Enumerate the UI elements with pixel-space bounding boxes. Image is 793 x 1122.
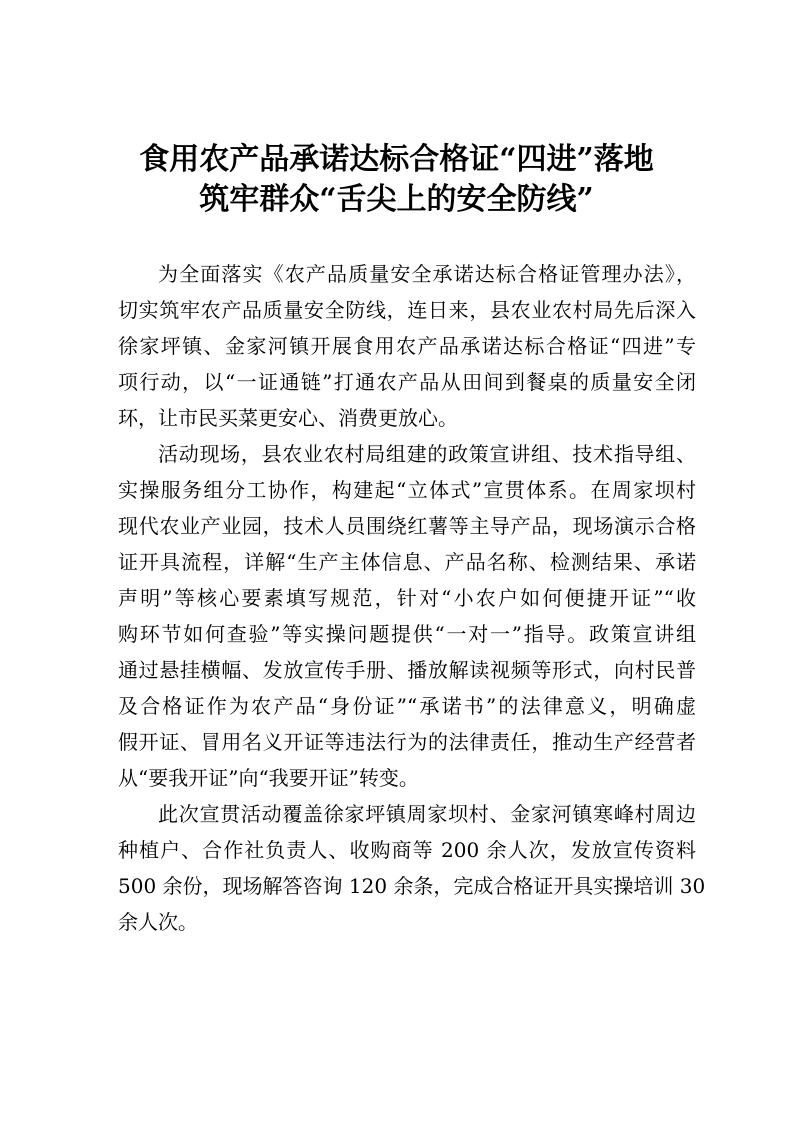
paragraph-line: 为全面落实《农产品质量安全承诺达标合格证管理办法》， <box>158 262 696 286</box>
paragraph-line: 实操服务组分工协作，构建起“立体式”宣贯体系。在周家坝村 <box>118 478 696 502</box>
paragraph-line: 活动现场，县农业农村局组建的政策宣讲组、技术指导组、 <box>158 442 696 466</box>
document-title <box>0 140 793 220</box>
paragraph-line: 通过悬挂横幅、发放宣传手册、播放解读视频等形式，向村民普 <box>118 658 696 682</box>
paragraph-line: 种植户、合作社负责人、收购商等 200 余人次，发放宣传资料 <box>118 838 696 862</box>
paragraph-line: 项行动，以“一证通链”打通农产品从田间到餐桌的质量安全闭 <box>118 370 696 394</box>
paragraph-line: 证开具流程，详解“生产主体信息、产品名称、检测结果、承诺 <box>118 550 696 574</box>
title-line-2: 筑牢群众“舌尖上的安全防线” <box>199 182 594 217</box>
paragraph-1 <box>118 256 696 436</box>
paragraph-line: 余人次。 <box>118 910 198 934</box>
paragraph-line: 及合格证作为农产品“身份证”“承诺书”的法律意义，明确虚 <box>118 694 696 718</box>
paragraph-line: 此次宣贯活动覆盖徐家坪镇周家坝村、金家河镇寒峰村周边 <box>158 802 696 826</box>
paragraph-2 <box>118 436 696 796</box>
paragraph-line: 假开证、冒用名义开证等违法行为的法律责任，推动生产经营者 <box>118 730 696 754</box>
paragraph-line: 购环节如何查验”等实操问题提供“一对一”指导。政策宣讲组 <box>118 622 696 646</box>
title-line-1: 食用农产品承诺达标合格证“四进”落地 <box>139 142 654 177</box>
paragraph-line: 徐家坪镇、金家河镇开展食用农产品承诺达标合格证“四进”专 <box>118 334 696 358</box>
paragraph-line: 切实筑牢农产品质量安全防线，连日来，县农业农村局先后深入 <box>118 298 696 322</box>
paragraph-line: 声明”等核心要素填写规范，针对“小农户如何便捷开证”“收 <box>118 586 696 610</box>
paragraph-line: 现代农业产业园，技术人员围绕红薯等主导产品，现场演示合格 <box>118 514 696 538</box>
paragraph-line: 环，让市民买菜更安心、消费更放心。 <box>118 406 458 430</box>
paragraph-3 <box>118 796 706 940</box>
paragraph-line: 从“要我开证”向“我要开证”转变。 <box>118 766 419 790</box>
document-body <box>118 256 706 940</box>
paragraph-line: 500 余份，现场解答咨询 120 余条，完成合格证开具实操培训 30 <box>118 874 706 898</box>
